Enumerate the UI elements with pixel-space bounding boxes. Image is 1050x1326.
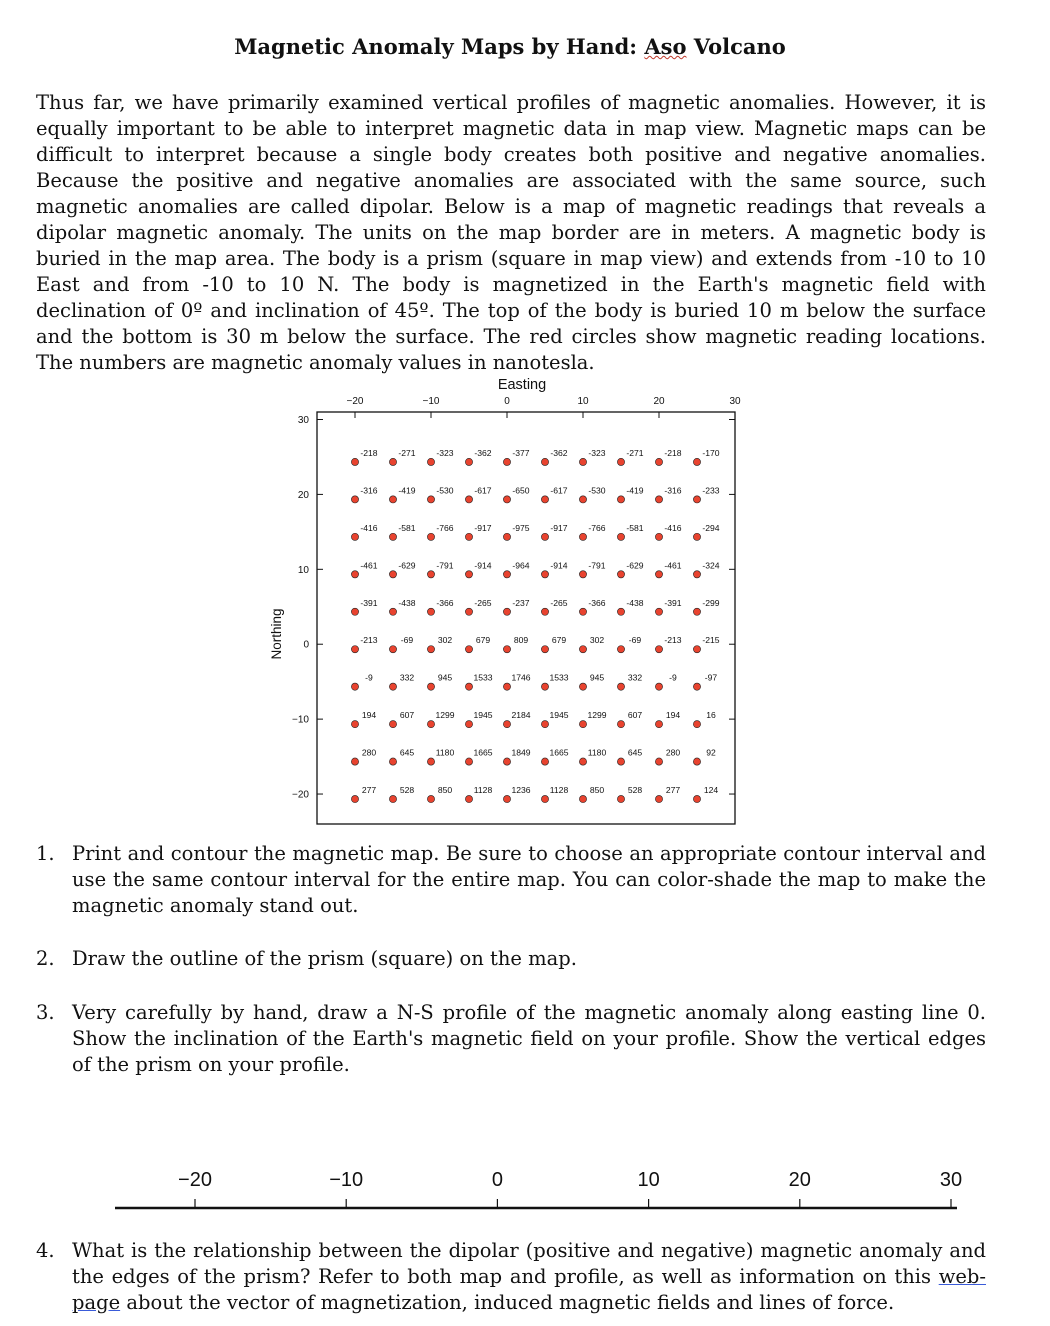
reading-point: [579, 571, 586, 578]
reading-point: [617, 533, 624, 540]
reading-point: [693, 646, 700, 653]
reading-point: [579, 533, 586, 540]
reading-value: -629: [398, 560, 416, 571]
reading-point: [655, 496, 662, 503]
reading-point: [427, 795, 434, 802]
reading-point: [389, 533, 396, 540]
reading-point: [655, 683, 662, 690]
reading-point: [427, 758, 434, 765]
map-xtick-label: 20: [653, 396, 665, 407]
reading-point: [351, 496, 358, 503]
reading-value: -299: [702, 597, 720, 608]
reading-point: [503, 458, 510, 465]
reading-point: [655, 571, 662, 578]
reading-value: 1128: [473, 785, 493, 796]
reading-value: 1665: [473, 747, 493, 758]
map-ytick-label: 20: [297, 489, 309, 501]
reading-value: -964: [512, 560, 530, 571]
reading-value: 332: [627, 672, 643, 683]
reading-value: -271: [398, 447, 416, 458]
reading-value: -294: [702, 522, 720, 533]
reading-value: 645: [627, 747, 643, 758]
reading-point: [389, 646, 396, 653]
reading-value: 302: [589, 635, 605, 646]
reading-point: [503, 758, 510, 765]
reading-value: -917: [550, 522, 568, 533]
reading-value: -617: [550, 485, 568, 496]
reading-value: -97: [704, 672, 718, 683]
reading-value: -170: [702, 447, 720, 458]
reading-value: -69: [400, 635, 414, 646]
reading-point: [389, 571, 396, 578]
reading-value: 945: [589, 672, 605, 683]
reading-point: [351, 721, 358, 728]
magnetic-anomaly-map: [255, 372, 755, 832]
reading-value: -324: [702, 560, 720, 571]
reading-value: -617: [474, 485, 492, 496]
reading-point: [617, 571, 624, 578]
reading-point: [503, 795, 510, 802]
reading-value: 809: [513, 635, 529, 646]
reading-point: [389, 721, 396, 728]
reading-point: [465, 795, 472, 802]
question-4-text: [72, 1238, 986, 1316]
reading-value: 1236: [511, 785, 531, 796]
reading-value: 16: [706, 710, 716, 721]
reading-point: [655, 608, 662, 615]
reading-value: -362: [474, 447, 492, 458]
web-page-link[interactable]: web-page: [72, 1265, 986, 1314]
intro-paragraph: Thus far, we have primarily examined vertical profiles of magnetic anomalies. However, it is equally important to be able to interpret magnetic data in map view. Magnetic maps can be difficult to interpret because a single body creates both positive and negative anomalies. Because the positive and negative anomalies are associated with the same source, such magnetic anomalies are called dipolar. Below is a map of magnetic readings that reveals a dipolar magnetic anomaly. The units on the map border are in meters. A magnetic body is buried in the map area. The body is a prism (square in map view) and extends from -10 to 10 East and from -10 to 10 N. The body is magnetized in the Earth's magnetic field with declination of 0º and inclination of 45º. The top of the body is buried 10 m below the surface and the bottom is 30 m below the surface. The red circles show magnetic reading locations. The numbers are magnetic anomaly values in nanotesla.: [36, 91, 986, 374]
reading-point: [427, 496, 434, 503]
reading-value: 1180: [435, 747, 455, 758]
question-4-text-after: about the vector of magnetization, induced magnetic fields and lines of force.: [120, 1291, 895, 1314]
reading-value: -766: [436, 522, 454, 533]
reading-point: [579, 758, 586, 765]
reading-value: 1849: [511, 747, 531, 758]
reading-point: [541, 571, 548, 578]
profile-tick-label: 10: [637, 1169, 660, 1191]
reading-point: [351, 533, 358, 540]
reading-point: [579, 683, 586, 690]
reading-point: [503, 721, 510, 728]
reading-point: [655, 458, 662, 465]
reading-point: [655, 795, 662, 802]
reading-value: 1945: [473, 710, 493, 721]
reading-value: -69: [628, 635, 642, 646]
reading-value: -366: [436, 597, 454, 608]
reading-point: [579, 458, 586, 465]
reading-point: [503, 608, 510, 615]
question-4-number: 4.: [36, 1239, 55, 1262]
reading-value: -316: [360, 485, 378, 496]
reading-point: [655, 533, 662, 540]
reading-value: -377: [512, 447, 530, 458]
reading-point: [427, 608, 434, 615]
reading-point: [465, 571, 472, 578]
page-title: [0, 34, 1020, 59]
reading-value: -233: [702, 485, 720, 496]
reading-value: -391: [664, 597, 682, 608]
reading-point: [655, 758, 662, 765]
reading-point: [579, 646, 586, 653]
map-ytick-label: −10: [292, 714, 309, 726]
map-ytick-label: 30: [297, 414, 309, 426]
reading-value: -323: [436, 447, 454, 458]
reading-value: 1533: [473, 672, 493, 683]
reading-point: [541, 533, 548, 540]
reading-point: [427, 683, 434, 690]
reading-value: -391: [360, 597, 378, 608]
reading-point: [579, 795, 586, 802]
reading-point: [693, 458, 700, 465]
reading-point: [541, 721, 548, 728]
reading-value: -218: [664, 447, 682, 458]
reading-point: [617, 646, 624, 653]
reading-value: -914: [474, 560, 492, 571]
reading-point: [541, 608, 548, 615]
profile-tick-label: −20: [178, 1169, 212, 1191]
reading-value: 1945: [549, 710, 569, 721]
question-4: [36, 1238, 986, 1316]
reading-point: [389, 758, 396, 765]
reading-value: -650: [512, 485, 530, 496]
reading-value: -265: [550, 597, 568, 608]
reading-point: [503, 496, 510, 503]
reading-value: -438: [398, 597, 416, 608]
reading-value: 194: [361, 710, 377, 721]
reading-point: [541, 646, 548, 653]
map-ytick-label: 10: [297, 564, 309, 576]
profile-tick-label: 0: [491, 1169, 503, 1191]
reading-point: [351, 758, 358, 765]
profile-tick-label: 30: [939, 1169, 963, 1191]
reading-value: 194: [665, 710, 681, 721]
reading-value: 280: [665, 747, 681, 758]
map-ytick-label: 0: [303, 639, 309, 651]
reading-point: [351, 608, 358, 615]
title-prefix: Magnetic Anomaly Maps by Hand:: [234, 34, 645, 59]
question-3-text: Very carefully by hand, draw a N-S profile of the magnetic anomaly along easting line 0. Show the inclination of the Earth's magnetic field on your profile. Show the vertical edges of the prism on your profile.: [72, 1001, 986, 1076]
reading-point: [655, 721, 662, 728]
reading-value: 850: [589, 785, 605, 796]
reading-value: 1533: [549, 672, 569, 683]
reading-value: 1299: [587, 710, 607, 721]
reading-point: [693, 571, 700, 578]
reading-point: [617, 683, 624, 690]
reading-value: 528: [627, 785, 643, 796]
reading-point: [389, 683, 396, 690]
question-2: [36, 946, 986, 972]
reading-point: [541, 758, 548, 765]
reading-point: [693, 533, 700, 540]
reading-value: 277: [361, 785, 377, 796]
reading-value: -9: [365, 672, 373, 683]
reading-point: [693, 795, 700, 802]
reading-value: -530: [588, 485, 606, 496]
reading-point: [617, 795, 624, 802]
profile-axis: [100, 1160, 980, 1220]
profile-tick-label: 20: [788, 1169, 811, 1191]
reading-point: [617, 496, 624, 503]
reading-value: 280: [361, 747, 377, 758]
reading-value: 332: [399, 672, 415, 683]
reading-point: [693, 683, 700, 690]
reading-value: -419: [626, 485, 644, 496]
title-suffix: Volcano: [686, 34, 786, 59]
reading-value: -419: [398, 485, 416, 496]
map-xtick-label: 30: [729, 396, 741, 407]
question-1-text: Print and contour the magnetic map. Be sure to choose an appropriate contour interval and use the same contour interval for the entire map. You can color-shade the map to make the magnetic anomaly stand out.: [72, 842, 986, 917]
reading-value: -530: [436, 485, 454, 496]
reading-point: [465, 458, 472, 465]
reading-value: 1299: [435, 710, 455, 721]
reading-point: [541, 683, 548, 690]
reading-point: [541, 795, 548, 802]
reading-value: -629: [626, 560, 644, 571]
reading-value: 1128: [549, 785, 569, 796]
reading-value: 607: [399, 710, 415, 721]
reading-point: [427, 721, 434, 728]
reading-value: -416: [664, 522, 682, 533]
reading-point: [351, 458, 358, 465]
reading-value: 302: [437, 635, 453, 646]
reading-point: [427, 533, 434, 540]
reading-value: -323: [588, 447, 606, 458]
reading-value: -791: [436, 560, 454, 571]
reading-point: [389, 458, 396, 465]
reading-value: 528: [399, 785, 415, 796]
reading-value: 2184: [511, 710, 531, 721]
map-xtick-label: −20: [346, 396, 364, 407]
reading-point: [427, 458, 434, 465]
reading-point: [617, 721, 624, 728]
question-1: [36, 841, 986, 919]
reading-point: [465, 683, 472, 690]
reading-point: [579, 496, 586, 503]
reading-value: -791: [588, 560, 606, 571]
reading-value: 850: [437, 785, 453, 796]
reading-point: [465, 533, 472, 540]
reading-point: [503, 571, 510, 578]
reading-value: -914: [550, 560, 568, 571]
reading-value: -271: [626, 447, 644, 458]
reading-value: -213: [360, 635, 378, 646]
reading-point: [465, 496, 472, 503]
reading-point: [465, 721, 472, 728]
reading-point: [503, 646, 510, 653]
reading-point: [617, 758, 624, 765]
question-4-text-before: What is the relationship between the dipolar (positive and negative) magnetic anomaly and the edges of the prism? Refer to both map and profile, as well as information on this: [72, 1239, 986, 1288]
reading-point: [655, 646, 662, 653]
reading-value: 124: [703, 785, 719, 796]
map-xtick-label: 0: [504, 396, 510, 407]
reading-value: 679: [475, 635, 491, 646]
question-2-number: 2.: [36, 947, 55, 970]
reading-value: -237: [512, 597, 530, 608]
question-2-text: Draw the outline of the prism (square) on the map.: [72, 947, 577, 970]
reading-value: 945: [437, 672, 453, 683]
reading-point: [617, 458, 624, 465]
reading-value: -362: [550, 447, 568, 458]
reading-value: -265: [474, 597, 492, 608]
reading-point: [617, 608, 624, 615]
reading-point: [579, 721, 586, 728]
reading-point: [389, 608, 396, 615]
reading-value: 1746: [511, 672, 531, 683]
reading-point: [389, 496, 396, 503]
reading-point: [351, 683, 358, 690]
reading-value: -316: [664, 485, 682, 496]
reading-point: [579, 608, 586, 615]
reading-point: [503, 683, 510, 690]
reading-point: [389, 795, 396, 802]
reading-value: 277: [665, 785, 681, 796]
reading-value: -215: [702, 635, 720, 646]
reading-value: 1665: [549, 747, 569, 758]
profile-tick-label: −10: [329, 1169, 364, 1191]
reading-point: [427, 646, 434, 653]
reading-point: [693, 758, 700, 765]
reading-value: -766: [588, 522, 606, 533]
reading-value: -917: [474, 522, 492, 533]
reading-point: [465, 758, 472, 765]
reading-point: [693, 608, 700, 615]
reading-point: [351, 646, 358, 653]
reading-value: -581: [398, 522, 416, 533]
reading-value: -416: [360, 522, 378, 533]
reading-point: [465, 608, 472, 615]
map-ytick-label: −20: [292, 789, 309, 801]
reading-point: [427, 571, 434, 578]
reading-value: -581: [626, 522, 644, 533]
reading-point: [541, 496, 548, 503]
reading-value: -438: [626, 597, 644, 608]
reading-point: [351, 795, 358, 802]
reading-value: -975: [512, 522, 530, 533]
map-xtick-label: −10: [422, 396, 440, 407]
question-1-number: 1.: [36, 842, 55, 865]
reading-value: 92: [706, 747, 716, 758]
reading-value: 607: [627, 710, 643, 721]
reading-point: [693, 496, 700, 503]
reading-point: [693, 721, 700, 728]
question-3-number: 3.: [36, 1001, 55, 1024]
question-3: [36, 1000, 986, 1078]
reading-value: -366: [588, 597, 606, 608]
reading-point: [351, 571, 358, 578]
reading-value: 679: [551, 635, 567, 646]
map-ylabel: Northing: [269, 608, 284, 660]
reading-value: -461: [360, 560, 378, 571]
reading-value: -218: [360, 447, 378, 458]
reading-value: -461: [664, 560, 682, 571]
reading-value: -9: [669, 672, 677, 683]
reading-value: -213: [664, 635, 682, 646]
reading-point: [465, 646, 472, 653]
map-xlabel: Easting: [497, 377, 547, 393]
reading-value: 645: [399, 747, 415, 758]
reading-point: [503, 533, 510, 540]
reading-point: [541, 458, 548, 465]
map-xtick-label: 10: [577, 396, 589, 407]
reading-value: 1180: [587, 747, 607, 758]
title-place: Aso: [644, 34, 687, 59]
map-frame: [317, 412, 735, 824]
